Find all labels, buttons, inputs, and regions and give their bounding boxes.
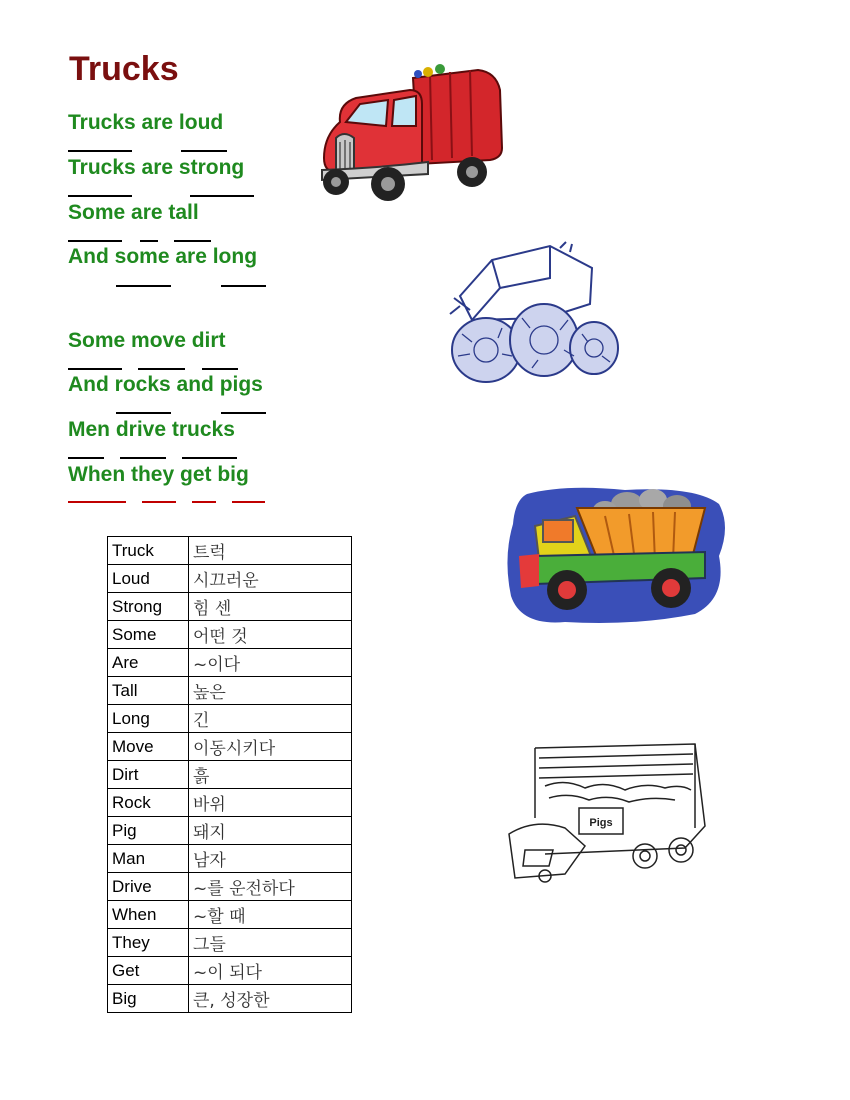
english-word: Rock bbox=[108, 789, 189, 817]
english-word: Tall bbox=[108, 677, 189, 705]
table-row bbox=[108, 789, 352, 817]
poem-line: And rocks and pigs bbox=[68, 373, 263, 396]
beat-dash bbox=[68, 240, 122, 242]
page-title: Trucks bbox=[69, 50, 179, 88]
beat-dash bbox=[138, 368, 185, 370]
poem-line: And some are long bbox=[68, 245, 258, 268]
korean-word: 이동시키다 bbox=[189, 733, 352, 761]
poem-line: When they get big bbox=[68, 463, 249, 486]
table-row bbox=[108, 873, 352, 901]
korean-word: ~할 때 bbox=[189, 901, 352, 929]
table-row bbox=[108, 537, 352, 565]
table-row bbox=[108, 565, 352, 593]
korean-word: 트럭 bbox=[189, 537, 352, 565]
beat-dash bbox=[68, 457, 104, 459]
beat-dash bbox=[142, 501, 176, 503]
english-word: Truck bbox=[108, 537, 189, 565]
korean-word: 높은 bbox=[189, 677, 352, 705]
beat-dash bbox=[68, 368, 122, 370]
monster-truck-illustration bbox=[442, 238, 622, 386]
english-word: Pig bbox=[108, 817, 189, 845]
poem-line: Trucks are loud bbox=[68, 111, 224, 134]
english-word: Are bbox=[108, 649, 189, 677]
table-row bbox=[108, 901, 352, 929]
beat-dash bbox=[182, 457, 237, 459]
poem-line: Some are tall bbox=[68, 201, 199, 224]
english-word: Loud bbox=[108, 565, 189, 593]
table-row bbox=[108, 845, 352, 873]
table-row bbox=[108, 761, 352, 789]
beat-dash bbox=[174, 240, 211, 242]
beat-dash bbox=[232, 501, 265, 503]
beat-dash bbox=[190, 195, 254, 197]
english-word: Some bbox=[108, 621, 189, 649]
korean-word: 긴 bbox=[189, 705, 352, 733]
table-row bbox=[108, 817, 352, 845]
english-word: Drive bbox=[108, 873, 189, 901]
korean-word: 힘 센 bbox=[189, 593, 352, 621]
beat-dash bbox=[116, 412, 171, 414]
poem-line: Trucks are strong bbox=[68, 156, 245, 179]
english-word: Long bbox=[108, 705, 189, 733]
english-word: Dirt bbox=[108, 761, 189, 789]
beat-dash bbox=[68, 150, 132, 152]
english-word: When bbox=[108, 901, 189, 929]
korean-word: ~를 운전하다 bbox=[189, 873, 352, 901]
english-word: Big bbox=[108, 985, 189, 1013]
table-row bbox=[108, 929, 352, 957]
english-word: Move bbox=[108, 733, 189, 761]
table-row bbox=[108, 649, 352, 677]
beat-dash bbox=[140, 240, 158, 242]
korean-word: ~이 되다 bbox=[189, 957, 352, 985]
korean-word: 어떤 것 bbox=[189, 621, 352, 649]
korean-word: 바위 bbox=[189, 789, 352, 817]
table-row bbox=[108, 593, 352, 621]
korean-word: 시끄러운 bbox=[189, 565, 352, 593]
korean-word: ~이다 bbox=[189, 649, 352, 677]
poem-line: Some move dirt bbox=[68, 329, 226, 352]
table-row bbox=[108, 985, 352, 1013]
beat-dash bbox=[181, 150, 227, 152]
poem-line: Men drive trucks bbox=[68, 418, 235, 441]
red-truck-illustration bbox=[318, 60, 508, 210]
korean-word: 큰, 성장한 bbox=[189, 985, 352, 1013]
beat-dash bbox=[68, 195, 132, 197]
beat-dash bbox=[192, 501, 216, 503]
beat-dash bbox=[116, 285, 171, 287]
vocabulary-table bbox=[107, 536, 352, 1013]
english-word: Strong bbox=[108, 593, 189, 621]
table-row bbox=[108, 957, 352, 985]
english-word: Get bbox=[108, 957, 189, 985]
english-word: They bbox=[108, 929, 189, 957]
korean-word: 흙 bbox=[189, 761, 352, 789]
beat-dash bbox=[221, 412, 266, 414]
table-row bbox=[108, 705, 352, 733]
table-row bbox=[108, 677, 352, 705]
english-word: Man bbox=[108, 845, 189, 873]
pig-truck-illustration bbox=[505, 738, 710, 883]
beat-dash bbox=[120, 457, 166, 459]
beat-dash bbox=[202, 368, 238, 370]
dump-truck-illustration bbox=[505, 486, 730, 626]
beat-dash bbox=[221, 285, 266, 287]
korean-word: 돼지 bbox=[189, 817, 352, 845]
table-row bbox=[108, 733, 352, 761]
beat-dash bbox=[68, 501, 126, 503]
korean-word: 남자 bbox=[189, 845, 352, 873]
korean-word: 그들 bbox=[189, 929, 352, 957]
table-row bbox=[108, 621, 352, 649]
pigs-sign-label: Pigs bbox=[589, 817, 613, 829]
